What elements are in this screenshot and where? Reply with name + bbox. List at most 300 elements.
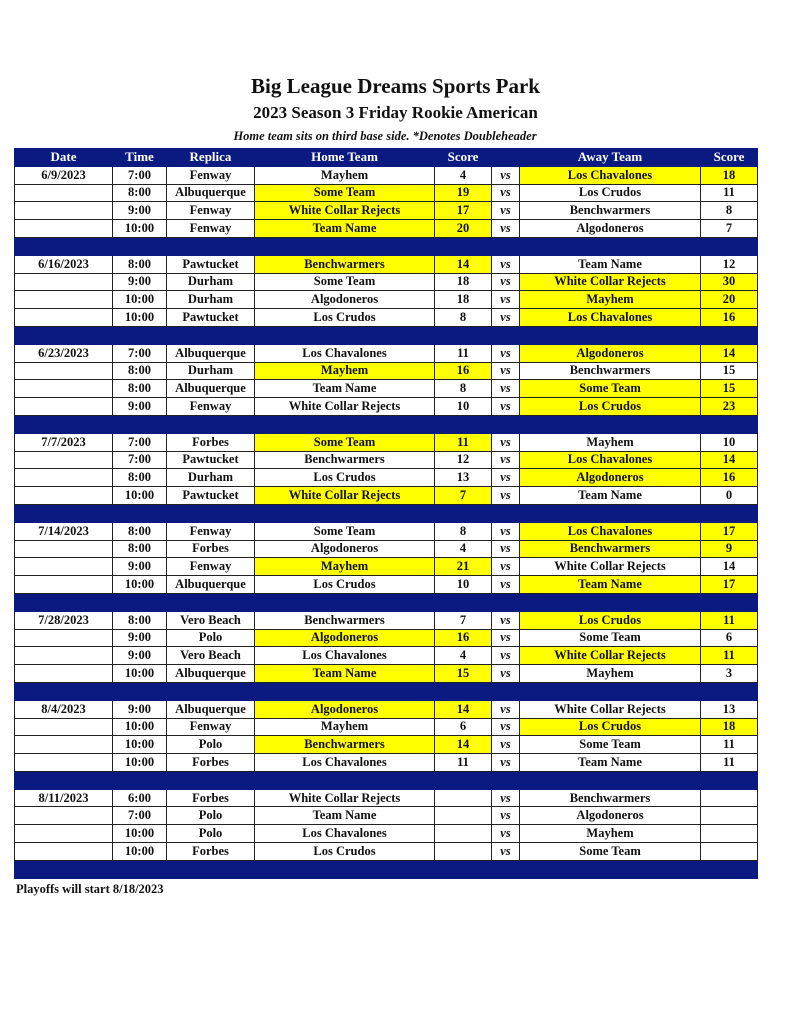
schedule-table [14, 148, 758, 879]
replica-cell: Albuquerque [167, 380, 255, 398]
replica-cell: Fenway [167, 202, 255, 220]
separator-cell [15, 504, 113, 522]
date-cell: 7/14/2023 [15, 522, 113, 540]
replica-cell: Fenway [167, 220, 255, 238]
table-row [15, 558, 758, 576]
date-cell [15, 807, 113, 825]
table-row [15, 273, 758, 291]
header-home-team: Home Team [255, 149, 435, 167]
vs-cell: vs [492, 629, 520, 647]
date-cell [15, 291, 113, 309]
table-row [15, 451, 758, 469]
home-score-cell: 11 [435, 754, 492, 772]
replica-cell: Fenway [167, 522, 255, 540]
separator-cell [435, 326, 492, 344]
table-row [15, 825, 758, 843]
home-team-cell: Team Name [255, 220, 435, 238]
separator-cell [113, 771, 167, 789]
separator-row [15, 771, 758, 789]
away-team-cell: Algodoneros [520, 807, 701, 825]
separator-cell [15, 326, 113, 344]
separator-cell [435, 237, 492, 255]
home-score-cell: 18 [435, 291, 492, 309]
home-score-cell: 20 [435, 220, 492, 238]
time-cell: 10:00 [113, 576, 167, 594]
header-row [15, 149, 758, 167]
vs-cell: vs [492, 433, 520, 451]
away-score-cell: 9 [701, 540, 758, 558]
vs-cell: vs [492, 380, 520, 398]
separator-cell [520, 860, 701, 878]
page-subtitle: 2023 Season 3 Friday Rookie American [253, 103, 538, 122]
away-team-cell: Los Crudos [520, 718, 701, 736]
away-team-cell: Some Team [520, 629, 701, 647]
replica-cell: Fenway [167, 398, 255, 416]
separator-cell [435, 504, 492, 522]
home-score-cell: 21 [435, 558, 492, 576]
date-cell [15, 220, 113, 238]
separator-row [15, 326, 758, 344]
home-team-cell: White Collar Rejects [255, 202, 435, 220]
away-team-cell: Benchwarmers [520, 202, 701, 220]
replica-cell: Albuquerque [167, 700, 255, 718]
home-team-cell: Algodoneros [255, 291, 435, 309]
table-row [15, 309, 758, 327]
time-cell: 9:00 [113, 700, 167, 718]
home-team-cell: Los Chavalones [255, 825, 435, 843]
vs-cell: vs [492, 754, 520, 772]
separator-cell [15, 860, 113, 878]
home-score-cell [435, 807, 492, 825]
time-cell: 8:00 [113, 255, 167, 273]
separator-cell [113, 237, 167, 255]
home-score-cell: 18 [435, 273, 492, 291]
home-team-cell: Team Name [255, 807, 435, 825]
home-team-cell: Benchwarmers [255, 736, 435, 754]
separator-cell [113, 593, 167, 611]
separator-cell [113, 326, 167, 344]
home-team-cell: Los Crudos [255, 469, 435, 487]
table-row [15, 380, 758, 398]
away-team-cell: Los Chavalones [520, 522, 701, 540]
away-score-cell: 11 [701, 647, 758, 665]
away-team-cell: White Collar Rejects [520, 647, 701, 665]
time-cell: 10:00 [113, 665, 167, 683]
away-score-cell: 20 [701, 291, 758, 309]
date-cell [15, 843, 113, 861]
replica-cell: Pawtucket [167, 451, 255, 469]
table-row [15, 469, 758, 487]
away-score-cell: 7 [701, 220, 758, 238]
vs-cell: vs [492, 451, 520, 469]
vs-cell: vs [492, 273, 520, 291]
home-score-cell: 19 [435, 184, 492, 202]
date-cell [15, 202, 113, 220]
replica-cell: Forbes [167, 843, 255, 861]
away-score-cell: 14 [701, 558, 758, 576]
separator-cell [520, 237, 701, 255]
date-cell: 6/9/2023 [15, 166, 113, 184]
home-score-cell [435, 843, 492, 861]
away-team-cell: White Collar Rejects [520, 700, 701, 718]
date-cell: 6/23/2023 [15, 344, 113, 362]
header-vs [492, 149, 520, 167]
date-cell [15, 309, 113, 327]
table-row [15, 184, 758, 202]
separator-cell [492, 771, 520, 789]
date-cell [15, 576, 113, 594]
separator-cell [701, 237, 758, 255]
time-cell: 9:00 [113, 398, 167, 416]
home-team-cell: Mayhem [255, 718, 435, 736]
replica-cell: Vero Beach [167, 611, 255, 629]
separator-cell [167, 326, 255, 344]
table-row [15, 344, 758, 362]
home-team-cell: Algodoneros [255, 700, 435, 718]
separator-cell [113, 860, 167, 878]
separator-cell [255, 237, 435, 255]
replica-cell: Durham [167, 273, 255, 291]
away-score-cell: 18 [701, 166, 758, 184]
home-score-cell: 14 [435, 700, 492, 718]
away-score-cell: 16 [701, 469, 758, 487]
home-team-cell: Team Name [255, 380, 435, 398]
home-score-cell: 14 [435, 255, 492, 273]
date-cell [15, 451, 113, 469]
date-cell [15, 665, 113, 683]
separator-cell [520, 771, 701, 789]
replica-cell: Forbes [167, 754, 255, 772]
away-score-cell: 14 [701, 451, 758, 469]
time-cell: 7:00 [113, 344, 167, 362]
date-cell: 7/7/2023 [15, 433, 113, 451]
home-team-cell: Team Name [255, 665, 435, 683]
date-cell [15, 362, 113, 380]
time-cell: 8:00 [113, 184, 167, 202]
vs-cell: vs [492, 362, 520, 380]
replica-cell: Albuquerque [167, 344, 255, 362]
separator-cell [492, 682, 520, 700]
replica-cell: Polo [167, 825, 255, 843]
date-cell: 6/16/2023 [15, 255, 113, 273]
home-team-cell: Benchwarmers [255, 255, 435, 273]
away-score-cell: 12 [701, 255, 758, 273]
separator-cell [15, 682, 113, 700]
away-score-cell: 30 [701, 273, 758, 291]
home-score-cell: 8 [435, 522, 492, 540]
vs-cell: vs [492, 469, 520, 487]
away-team-cell: Algodoneros [520, 344, 701, 362]
table-row [15, 433, 758, 451]
separator-cell [701, 593, 758, 611]
date-cell [15, 273, 113, 291]
away-team-cell: Mayhem [520, 291, 701, 309]
separator-cell [435, 593, 492, 611]
table-row [15, 540, 758, 558]
home-score-cell: 15 [435, 665, 492, 683]
date-cell [15, 825, 113, 843]
date-cell [15, 736, 113, 754]
time-cell: 9:00 [113, 647, 167, 665]
home-team-cell: Benchwarmers [255, 451, 435, 469]
separator-row [15, 682, 758, 700]
away-team-cell: Benchwarmers [520, 540, 701, 558]
time-cell: 8:00 [113, 540, 167, 558]
replica-cell: Polo [167, 807, 255, 825]
replica-cell: Albuquerque [167, 184, 255, 202]
home-team-cell: Mayhem [255, 166, 435, 184]
home-team-cell: Los Crudos [255, 576, 435, 594]
time-cell: 7:00 [113, 166, 167, 184]
away-team-cell: Los Chavalones [520, 166, 701, 184]
time-cell: 10:00 [113, 220, 167, 238]
separator-row [15, 237, 758, 255]
home-score-cell: 10 [435, 576, 492, 594]
home-team-cell: Some Team [255, 273, 435, 291]
time-cell: 8:00 [113, 611, 167, 629]
separator-cell [15, 593, 113, 611]
date-cell [15, 398, 113, 416]
footer-note: Playoffs will start 8/18/2023 [16, 882, 164, 896]
separator-cell [492, 504, 520, 522]
separator-cell [255, 682, 435, 700]
time-cell: 9:00 [113, 558, 167, 576]
away-score-cell: 17 [701, 522, 758, 540]
separator-cell [492, 237, 520, 255]
date-cell [15, 540, 113, 558]
away-team-cell: White Collar Rejects [520, 273, 701, 291]
vs-cell: vs [492, 558, 520, 576]
replica-cell: Durham [167, 291, 255, 309]
away-score-cell: 10 [701, 433, 758, 451]
replica-cell: Pawtucket [167, 255, 255, 273]
away-score-cell: 0 [701, 487, 758, 505]
separator-cell [15, 415, 113, 433]
page-title: Big League Dreams Sports Park [251, 74, 540, 98]
away-score-cell: 23 [701, 398, 758, 416]
vs-cell: vs [492, 843, 520, 861]
separator-cell [701, 771, 758, 789]
vs-cell: vs [492, 309, 520, 327]
separator-cell [167, 504, 255, 522]
home-score-cell: 11 [435, 433, 492, 451]
separator-row [15, 415, 758, 433]
table-row [15, 843, 758, 861]
away-team-cell: Some Team [520, 736, 701, 754]
away-team-cell: Los Chavalones [520, 309, 701, 327]
away-score-cell: 17 [701, 576, 758, 594]
replica-cell: Fenway [167, 718, 255, 736]
away-team-cell: Los Crudos [520, 398, 701, 416]
separator-cell [701, 415, 758, 433]
separator-cell [492, 415, 520, 433]
table-row [15, 754, 758, 772]
separator-cell [435, 860, 492, 878]
home-score-cell: 6 [435, 718, 492, 736]
separator-cell [701, 860, 758, 878]
separator-cell [435, 771, 492, 789]
time-cell: 8:00 [113, 469, 167, 487]
away-score-cell: 11 [701, 184, 758, 202]
home-score-cell: 17 [435, 202, 492, 220]
home-team-cell: Los Crudos [255, 843, 435, 861]
table-row [15, 487, 758, 505]
replica-cell: Fenway [167, 166, 255, 184]
separator-cell [167, 682, 255, 700]
table-row [15, 522, 758, 540]
date-cell: 7/28/2023 [15, 611, 113, 629]
away-team-cell: Some Team [520, 380, 701, 398]
away-score-cell [701, 807, 758, 825]
away-team-cell: Team Name [520, 487, 701, 505]
table-row [15, 736, 758, 754]
replica-cell: Forbes [167, 540, 255, 558]
away-score-cell: 14 [701, 344, 758, 362]
vs-cell: vs [492, 291, 520, 309]
separator-row [15, 860, 758, 878]
home-team-cell: Mayhem [255, 362, 435, 380]
table-row [15, 629, 758, 647]
home-score-cell: 14 [435, 736, 492, 754]
away-team-cell: Team Name [520, 255, 701, 273]
home-team-cell: Mayhem [255, 558, 435, 576]
separator-cell [520, 682, 701, 700]
separator-cell [255, 326, 435, 344]
home-score-cell: 7 [435, 487, 492, 505]
separator-cell [167, 860, 255, 878]
away-team-cell: White Collar Rejects [520, 558, 701, 576]
away-team-cell: Algodoneros [520, 220, 701, 238]
header-away-team: Away Team [520, 149, 701, 167]
home-team-cell: Some Team [255, 184, 435, 202]
time-cell: 8:00 [113, 380, 167, 398]
time-cell: 8:00 [113, 362, 167, 380]
replica-cell: Fenway [167, 558, 255, 576]
date-cell [15, 718, 113, 736]
table-row [15, 362, 758, 380]
replica-cell: Durham [167, 362, 255, 380]
home-team-cell: Los Chavalones [255, 647, 435, 665]
table-row [15, 166, 758, 184]
vs-cell: vs [492, 255, 520, 273]
home-team-cell: White Collar Rejects [255, 487, 435, 505]
time-cell: 7:00 [113, 433, 167, 451]
time-cell: 10:00 [113, 291, 167, 309]
replica-cell: Polo [167, 736, 255, 754]
separator-cell [167, 237, 255, 255]
time-cell: 10:00 [113, 718, 167, 736]
home-score-cell: 12 [435, 451, 492, 469]
separator-cell [255, 415, 435, 433]
vs-cell: vs [492, 184, 520, 202]
vs-cell: vs [492, 825, 520, 843]
replica-cell: Pawtucket [167, 487, 255, 505]
vs-cell: vs [492, 220, 520, 238]
separator-cell [15, 237, 113, 255]
time-cell: 9:00 [113, 202, 167, 220]
table-row [15, 665, 758, 683]
away-score-cell: 15 [701, 380, 758, 398]
vs-cell: vs [492, 398, 520, 416]
away-team-cell: Benchwarmers [520, 362, 701, 380]
away-team-cell: Team Name [520, 576, 701, 594]
date-cell [15, 184, 113, 202]
time-cell: 10:00 [113, 309, 167, 327]
vs-cell: vs [492, 611, 520, 629]
table-row [15, 647, 758, 665]
away-score-cell: 16 [701, 309, 758, 327]
separator-cell [520, 593, 701, 611]
header-replica: Replica [167, 149, 255, 167]
vs-cell: vs [492, 166, 520, 184]
vs-cell: vs [492, 665, 520, 683]
table-row [15, 807, 758, 825]
separator-cell [701, 504, 758, 522]
header-time: Time [113, 149, 167, 167]
replica-cell: Pawtucket [167, 309, 255, 327]
home-score-cell: 4 [435, 540, 492, 558]
home-score-cell [435, 789, 492, 807]
date-cell [15, 469, 113, 487]
away-team-cell: Los Crudos [520, 184, 701, 202]
vs-cell: vs [492, 202, 520, 220]
date-cell [15, 380, 113, 398]
time-cell: 10:00 [113, 754, 167, 772]
home-team-cell: Algodoneros [255, 629, 435, 647]
replica-cell: Durham [167, 469, 255, 487]
header-home-score: Score [435, 149, 492, 167]
replica-cell: Forbes [167, 789, 255, 807]
header-date: Date [15, 149, 113, 167]
home-team-cell: Some Team [255, 433, 435, 451]
vs-cell: vs [492, 718, 520, 736]
separator-cell [167, 771, 255, 789]
home-score-cell: 7 [435, 611, 492, 629]
away-team-cell: Mayhem [520, 433, 701, 451]
date-cell [15, 647, 113, 665]
header-away-score: Score [701, 149, 758, 167]
home-score-cell: 8 [435, 380, 492, 398]
separator-cell [492, 593, 520, 611]
table-row [15, 291, 758, 309]
separator-cell [167, 593, 255, 611]
date-cell: 8/4/2023 [15, 700, 113, 718]
away-team-cell: Los Chavalones [520, 451, 701, 469]
home-score-cell [435, 825, 492, 843]
table-row [15, 700, 758, 718]
separator-cell [435, 682, 492, 700]
home-score-cell: 16 [435, 362, 492, 380]
page-note: Home team sits on third base side. *Denotes Doubleheader [233, 129, 537, 143]
time-cell: 10:00 [113, 843, 167, 861]
separator-cell [255, 593, 435, 611]
away-team-cell: Mayhem [520, 665, 701, 683]
home-team-cell: Los Crudos [255, 309, 435, 327]
time-cell: 7:00 [113, 451, 167, 469]
table-row [15, 255, 758, 273]
replica-cell: Forbes [167, 433, 255, 451]
away-score-cell: 3 [701, 665, 758, 683]
vs-cell: vs [492, 540, 520, 558]
home-team-cell: White Collar Rejects [255, 398, 435, 416]
time-cell: 6:00 [113, 789, 167, 807]
separator-cell [520, 415, 701, 433]
separator-cell [255, 504, 435, 522]
away-score-cell: 15 [701, 362, 758, 380]
home-team-cell: Benchwarmers [255, 611, 435, 629]
home-team-cell: Algodoneros [255, 540, 435, 558]
time-cell: 8:00 [113, 522, 167, 540]
